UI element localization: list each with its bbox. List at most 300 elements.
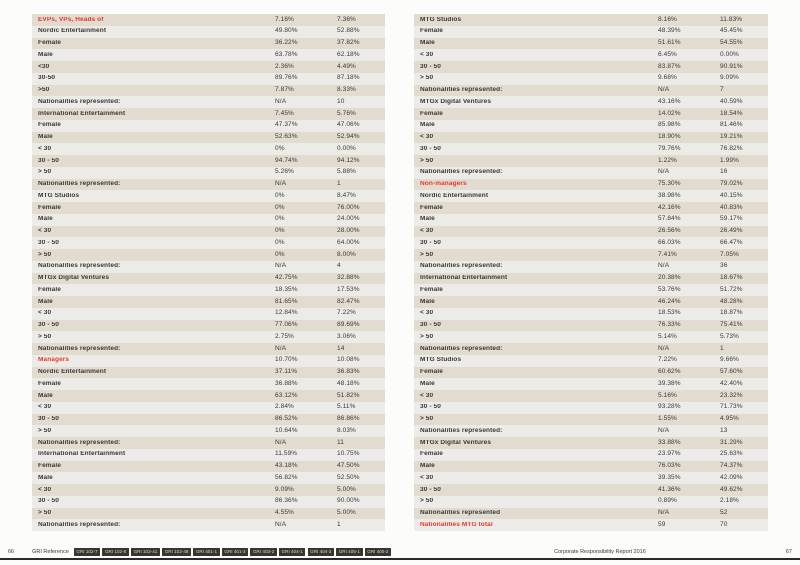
gri-badge: GRI 403-2 [250,548,276,556]
row-value-col1: 85.98% [658,121,681,129]
row-value-col1: 26.56% [658,227,681,235]
row-value-col2: 89.69% [337,321,360,329]
gri-badge: GRI 102-8 [102,548,128,556]
row-value-col2: 23.32% [720,391,743,399]
table-row [32,508,385,520]
row-label: > 50 [38,510,52,517]
row-value-col2: 18.67% [720,274,743,282]
row-label: Female [38,40,62,47]
row-value-col2: 47.50% [337,462,360,470]
table-row [414,249,768,261]
row-value-col2: 74.37% [720,462,743,470]
row-value-col1: 49.80% [275,27,298,35]
table-row [32,190,385,202]
row-value-col1: 2.75% [275,332,294,340]
row-value-col1: 20.38% [658,274,681,282]
row-value-col1: 0% [275,250,285,258]
row-label: International Entertainment [38,110,126,117]
row-label: < 30 [420,474,434,481]
table-row [414,296,768,308]
row-label: Nordic Entertainment [420,192,489,199]
row-value-col2: 71.73% [720,403,743,411]
table-row [32,202,385,214]
table-row [414,484,768,496]
row-label: Male [420,216,435,223]
row-value-col1: 76.33% [658,321,681,329]
row-value-col1: N/A [658,86,670,94]
row-value-col1: 75.30% [658,180,681,188]
row-value-col2: 5.73% [720,332,739,340]
row-value-col1: 86.52% [275,415,298,423]
row-value-col2: 31.29% [720,438,743,446]
row-value-col1: 56.82% [275,473,298,481]
row-label: Nationalities represented: [38,263,121,270]
row-value-col2: 8.03% [337,426,356,434]
row-label: Female [38,286,62,293]
row-value-col2: 11 [337,438,344,446]
row-label: MTGx Digital Ventures [420,439,492,446]
row-value-col1: 36.88% [275,379,298,387]
row-label: MTGx Digital Ventures [420,98,492,105]
table-row [414,155,768,167]
table-row [32,378,385,390]
row-label: Female [420,369,444,376]
row-value-col1: 0% [275,203,285,211]
row-value-col1: N/A [658,168,670,176]
table-row [414,343,768,355]
row-value-col2: 3.06% [337,332,356,340]
table-row [32,308,385,320]
row-label: > 50 [38,333,52,340]
table-row [414,14,768,26]
gri-badge: GRI 102-7 [74,548,100,556]
gri-badge: GRI 102-48 [162,548,191,556]
row-label: Nationalities represented: [38,181,121,188]
row-value-col2: 87.18% [337,74,360,82]
row-value-col2: 2.18% [720,497,739,505]
row-value-col1: 53.76% [658,285,681,293]
row-value-col2: 9.66% [720,356,739,364]
table-row [32,249,385,261]
table-row [414,508,768,520]
row-value-col2: 8.00% [337,250,356,258]
row-value-col2: 8.33% [337,86,356,94]
row-value-col1: N/A [658,509,670,517]
row-value-col1: 0% [275,191,285,199]
row-value-col2: 4 [337,262,341,270]
row-value-col1: 7.45% [275,109,294,117]
row-value-col1: 52.63% [275,133,298,141]
table-row [32,49,385,61]
row-label: Male [38,392,53,399]
diversity-table-left-page [32,14,385,531]
table-row [32,167,385,179]
row-label: Nationalities represented: [38,439,121,446]
row-value-col1: 12.84% [275,309,298,317]
row-value-col2: 4.95% [720,415,739,423]
row-label: > 50 [420,75,434,82]
row-value-col1: 43.18% [275,462,298,470]
row-value-col1: 59 [658,520,666,528]
table-row [32,284,385,296]
gri-badge: GRI 404-3 [308,548,334,556]
gri-badge: GRI 404-1 [279,548,305,556]
row-value-col1: 0.89% [658,497,677,505]
row-label: Nationalities MTG total [420,521,493,528]
table-row [32,237,385,249]
table-row [414,449,768,461]
row-value-col2: 52.50% [337,473,360,481]
row-label: MTG Studios [38,192,80,199]
table-row [32,273,385,285]
row-value-col2: 24.00% [337,215,360,223]
row-value-col2: 11.83% [720,15,743,23]
row-value-col2: 10.08% [337,356,360,364]
row-label: <30 [38,63,50,70]
table-row [414,132,768,144]
row-value-col2: 36.83% [337,368,360,376]
table-row [414,120,768,132]
row-value-col2: 4.49% [337,62,356,70]
report-title: Corporate Responsibility Report 2016 [554,549,646,555]
row-value-col1: N/A [275,520,287,528]
row-value-col2: 64.00% [337,238,360,246]
row-value-col2: 13 [720,426,728,434]
row-value-col1: 4.55% [275,509,294,517]
row-value-col2: 75.41% [720,321,743,329]
row-value-col1: 10.70% [275,356,298,364]
row-value-col1: 2.36% [275,62,294,70]
row-value-col2: 82.47% [337,297,360,305]
table-row [32,343,385,355]
row-value-col2: 17.53% [337,285,360,293]
table-row [32,61,385,73]
row-value-col2: 40.83% [720,203,743,211]
page-number-right: 67 [785,549,792,555]
row-value-col1: N/A [275,344,287,352]
row-value-col2: 7.05% [720,250,739,258]
row-value-col1: N/A [658,426,670,434]
row-value-col2: 42.40% [720,379,743,387]
row-value-col1: 36.22% [275,39,298,47]
table-row [414,378,768,390]
row-label: 30 - 50 [420,486,441,493]
row-value-col2: 48.18% [337,379,360,387]
row-value-col1: 0% [275,144,285,152]
row-value-col1: 33.88% [658,438,681,446]
row-value-col2: 10.75% [337,450,360,458]
row-value-col1: 7.41% [658,250,677,258]
gri-badge: GRI 405-1 [336,548,362,556]
row-label: < 30 [38,228,52,235]
row-value-col1: N/A [275,97,287,105]
row-label: 30 - 50 [420,322,441,329]
row-label: > 50 [420,498,434,505]
table-row [32,484,385,496]
row-value-col1: 39.35% [658,473,681,481]
row-value-col2: 37.82% [337,39,360,47]
table-row [414,472,768,484]
row-label: > 50 [420,251,434,258]
row-value-col2: 59.17% [720,215,743,223]
table-row [32,26,385,38]
row-value-col2: 26.49% [720,227,743,235]
row-value-col2: 1 [337,520,341,528]
row-label: Nationalities represented: [38,98,121,105]
table-row [32,73,385,85]
row-label: Nationalities represented: [420,427,503,434]
row-value-col1: 86.36% [275,497,298,505]
row-value-col1: 41.36% [658,485,681,493]
row-value-col1: 89.76% [275,74,298,82]
row-label: 30 - 50 [420,145,441,152]
row-label: International Entertainment [420,275,508,282]
row-value-col2: 57.60% [720,368,743,376]
table-row [414,320,768,332]
row-value-col2: 19.21% [720,133,743,141]
row-label: < 30 [420,134,434,141]
row-label: Nationalities represented: [38,521,121,528]
table-row [414,355,768,367]
table-row [32,496,385,508]
row-value-col2: 79.02% [720,180,743,188]
row-value-col1: 9.09% [275,485,294,493]
row-label: Nationalities represented: [420,87,503,94]
row-value-col1: 14.02% [658,109,681,117]
table-row [32,331,385,343]
table-row [32,296,385,308]
row-value-col2: 5.00% [337,509,356,517]
row-value-col1: 1.22% [658,156,677,164]
table-row [32,143,385,155]
table-row [414,390,768,402]
row-label: Male [38,298,53,305]
row-label: Nationalities represented: [420,169,503,176]
row-label: Nationalities represented: [38,345,121,352]
row-value-col1: 83.87% [658,62,681,70]
table-row [32,320,385,332]
row-label: < 30 [38,486,52,493]
row-value-col2: 42.09% [720,473,743,481]
table-row [414,26,768,38]
row-label: 30 - 50 [38,322,59,329]
row-value-col2: 5.11% [337,403,356,411]
row-label: Male [420,298,435,305]
table-row [32,120,385,132]
table-row [414,284,768,296]
row-value-col2: 10 [337,97,345,105]
row-value-col2: 28.00% [337,227,360,235]
row-value-col2: 5.76% [337,109,356,117]
row-label: Nordic Entertainment [38,369,107,376]
row-label: 30 - 50 [420,404,441,411]
row-value-col1: 77.06% [275,321,298,329]
row-label: Nationalities represented [420,510,501,517]
table-row [414,85,768,97]
gri-badge: GRI 405-2 [365,548,391,556]
table-row [32,214,385,226]
row-label: Female [420,110,444,117]
row-label: Male [420,463,435,470]
table-row [32,132,385,144]
row-value-col1: 5.14% [658,332,677,340]
row-value-col2: 52.94% [337,133,360,141]
table-row [32,425,385,437]
table-row [414,496,768,508]
page-number-left: 66 [8,549,15,555]
row-value-col2: 5.88% [337,168,356,176]
table-row [414,308,768,320]
row-value-col2: 47.06% [337,121,360,129]
table-row-section-header [32,355,385,367]
row-value-col1: 11.59% [275,450,298,458]
row-value-col1: 42.16% [658,203,681,211]
row-label: < 30 [38,404,52,411]
row-label: Nationalities represented: [420,263,503,270]
row-value-col1: 6.45% [658,50,677,58]
table-row-section-header [414,519,768,531]
row-value-col2: 18.87% [720,309,743,317]
row-value-col1: 39.38% [658,379,681,387]
table-row [414,73,768,85]
row-label: MTGx Digital Ventures [38,275,110,282]
row-label: > 50 [38,427,52,434]
row-label: Nationalities represented: [420,345,503,352]
row-value-col1: 47.37% [275,121,298,129]
row-value-col1: 9.68% [658,74,677,82]
row-value-col1: 63.78% [275,50,298,58]
row-value-col2: 51.82% [337,391,360,399]
table-row [32,472,385,484]
table-row [414,414,768,426]
row-value-col1: 2.84% [275,403,294,411]
table-row-section-header [32,14,385,26]
gri-badge: GRI 401-3 [222,548,248,556]
row-value-col1: 23.97% [658,450,681,458]
row-label: Non-managers [420,181,467,188]
row-label: > 50 [38,251,52,258]
row-label: >50 [38,87,50,94]
row-label: 30-50 [38,75,56,82]
row-label: < 30 [420,310,434,317]
row-value-col1: N/A [658,262,670,270]
row-label: < 30 [420,51,434,58]
row-value-col1: 7.16% [275,15,294,23]
row-value-col2: 7.36% [337,15,356,23]
row-value-col1: 18.53% [658,309,681,317]
table-row [32,85,385,97]
row-value-col2: 18.54% [720,109,743,117]
row-value-col2: 54.55% [720,39,743,47]
row-label: 30 - 50 [38,498,59,505]
row-value-col2: 16 [720,168,728,176]
row-label: 30 - 50 [420,239,441,246]
table-row [32,155,385,167]
row-value-col1: N/A [275,180,287,188]
row-value-col2: 70 [720,520,728,528]
row-value-col1: 76.03% [658,462,681,470]
row-value-col1: 0% [275,227,285,235]
table-row [414,425,768,437]
row-label: < 30 [38,145,52,152]
table-row [414,202,768,214]
row-value-col2: 9.09% [720,74,739,82]
table-row [414,61,768,73]
table-row [32,108,385,120]
table-row [32,461,385,473]
row-value-col2: 90.91% [720,62,743,70]
row-label: Male [38,134,53,141]
row-value-col1: 46.24% [658,297,681,305]
row-value-col1: 37.11% [275,368,298,376]
row-value-col2: 0.00% [720,50,739,58]
table-row [32,367,385,379]
row-label: Male [38,474,53,481]
row-value-col2: 40.59% [720,97,743,105]
gri-badge: GRI 102-41 [131,548,160,556]
table-row [32,437,385,449]
row-value-col1: N/A [658,344,670,352]
row-label: Nordic Entertainment [38,28,107,35]
table-row [32,449,385,461]
row-value-col1: 0% [275,238,285,246]
row-value-col1: 7.22% [658,356,677,364]
table-row [414,167,768,179]
row-value-col1: 93.28% [658,403,681,411]
row-label: MTG Studios [420,16,462,23]
row-value-col2: 1.99% [720,156,739,164]
table-row [32,38,385,50]
table-row [32,414,385,426]
row-value-col2: 8.47% [337,191,356,199]
footer-left [8,546,400,558]
row-label: Male [420,122,435,129]
row-label: 30 - 50 [420,63,441,70]
table-row [414,38,768,50]
row-label: EVPs, VPs, Heads of [38,16,104,23]
row-value-col2: 32.88% [337,274,360,282]
row-value-col1: 57.84% [658,215,681,223]
row-value-col2: 62.18% [337,50,360,58]
table-row [32,390,385,402]
row-value-col2: 40.15% [720,191,743,199]
row-value-col1: 38.98% [658,191,681,199]
row-label: Male [38,216,53,223]
row-label: Male [38,51,53,58]
row-value-col1: 81.65% [275,297,298,305]
table-row [414,237,768,249]
gri-badge: GRI 401-1 [193,548,219,556]
row-label: Male [420,380,435,387]
row-value-col2: 76.00% [337,203,360,211]
row-value-col2: 14 [337,344,345,352]
table-row [32,519,385,531]
row-value-col1: 48.39% [658,27,681,35]
row-label: Female [38,463,62,470]
row-value-col1: 18.35% [275,285,298,293]
row-value-col2: 25.63% [720,450,743,458]
row-value-col2: 81.46% [720,121,743,129]
table-row [32,261,385,273]
row-value-col2: 94.12% [337,156,360,164]
row-value-col1: 66.03% [658,238,681,246]
row-label: Female [38,204,62,211]
row-value-col2: 48.28% [720,297,743,305]
row-label: > 50 [420,157,434,164]
row-label: Female [38,380,62,387]
row-value-col2: 36 [720,262,728,270]
table-row [32,96,385,108]
